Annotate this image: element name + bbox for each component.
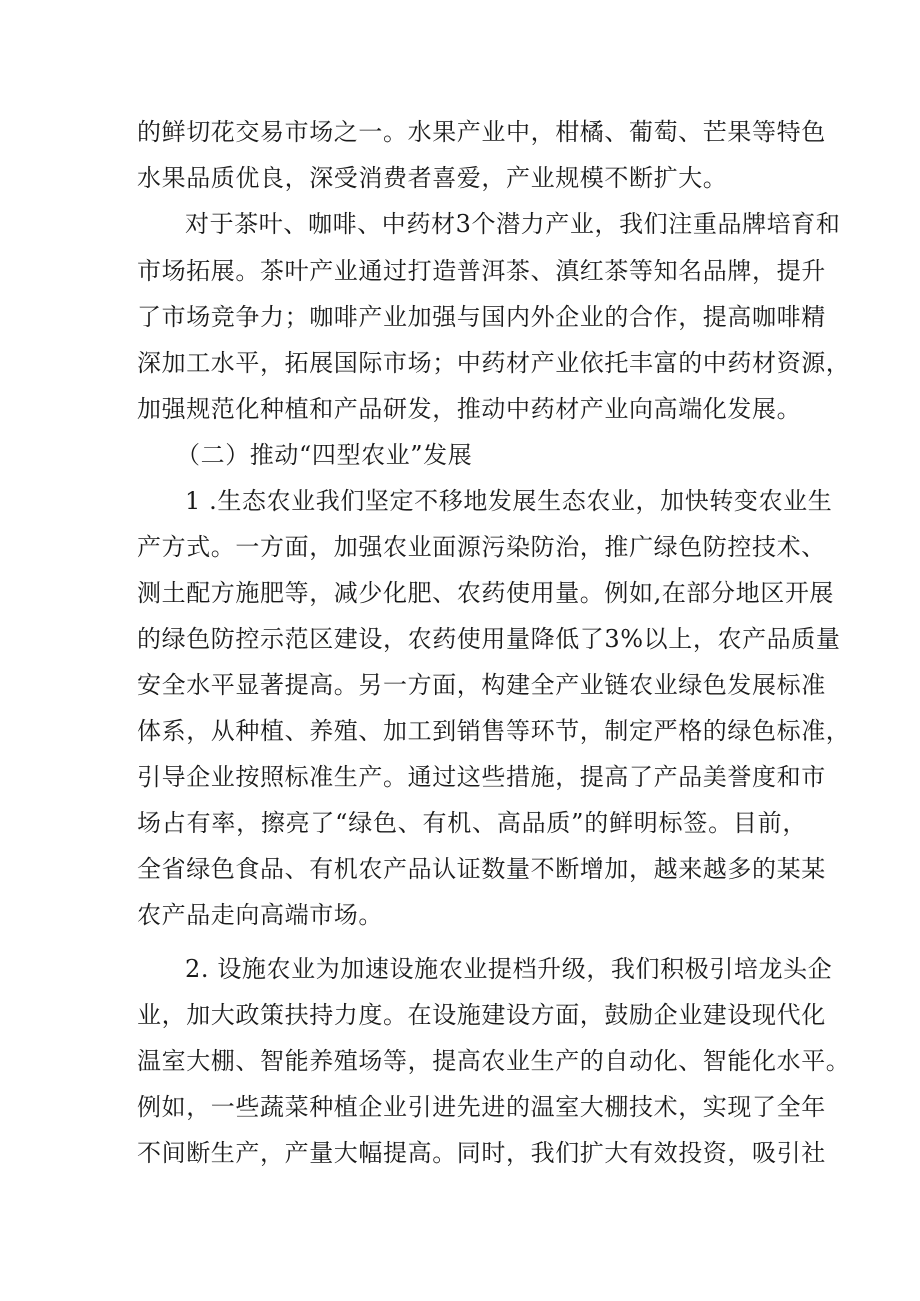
paragraph-line: 不间断生产，产量大幅提高。同时，我们扩大有效投资，吸引社 [137,1139,826,1167]
paragraph-line: 全省绿色食品、有机农产品认证数量不断增加，越来越多的某某 [137,855,826,883]
paragraph-line: 场占有率，擦亮了“绿色、有机、高品质”的鲜明标签。目前， [137,809,807,837]
paragraph-line: 2. 设施农业为加速设施农业提档升级，我们积极引培龙头企 [185,955,833,983]
paragraph-line: 温室大棚、智能养殖场等，提高农业生产的自动化、智能化水平。 [137,1047,851,1075]
paragraph-line: 体系，从种植、养殖、加工到销售等环节，制定严格的绿色标准， [137,717,851,745]
paragraph-line: 的鲜切花交易市场之一。水果产业中，柑橘、葡萄、芒果等特色 [137,118,826,146]
paragraph-line: 安全水平显著提高。另一方面，构建全产业链农业绿色发展标准 [137,671,826,699]
paragraph-line: 农产品走向高端市场。 [137,901,383,929]
section-heading: （二）推动“四型农业”发展 [176,441,473,469]
paragraph-line: 例如，一些蔬菜种植企业引进先进的温室大棚技术，实现了全年 [137,1093,826,1121]
paragraph-line: 引导企业按照标准生产。通过这些措施，提高了产品美誉度和市 [137,763,826,791]
paragraph-line: 对于茶叶、咖啡、中药材3个潜力产业，我们注重品牌培育和 [185,210,841,238]
paragraph-line: 业，加大政策扶持力度。在设施建设方面，鼓励企业建设现代化 [137,1001,826,1029]
paragraph-line: 市场拓展。茶叶产业通过打造普洱茶、滇红茶等知名品牌，提升 [137,257,826,285]
paragraph-line: 加强规范化种植和产品研发，推动中药材产业向高端化发展。 [137,395,802,423]
paragraph-line: 了市场竞争力；咖啡产业加强与国内外企业的合作，提高咖啡精 [137,303,826,331]
paragraph-line: 水果品质优良，深受消费者喜爱，产业规模不断扩大。 [137,164,728,192]
paragraph-line: 产方式。一方面，加强农业面源污染防治，推广绿色防控技术、 [137,533,826,561]
paragraph-line: 1 .生态农业我们坚定不移地发展生态农业，加快转变农业生 [185,487,833,515]
paragraph-line: 的绿色防控示范区建设，农药使用量降低了3%以上，农产品质量 [137,625,841,653]
paragraph-line: 测土配方施肥等，减少化肥、农药使用量。例如,在部分地区开展 [137,579,835,607]
paragraph-line: 深加工水平，拓展国际市场；中药材产业依托丰富的中药材资源， [137,349,851,377]
